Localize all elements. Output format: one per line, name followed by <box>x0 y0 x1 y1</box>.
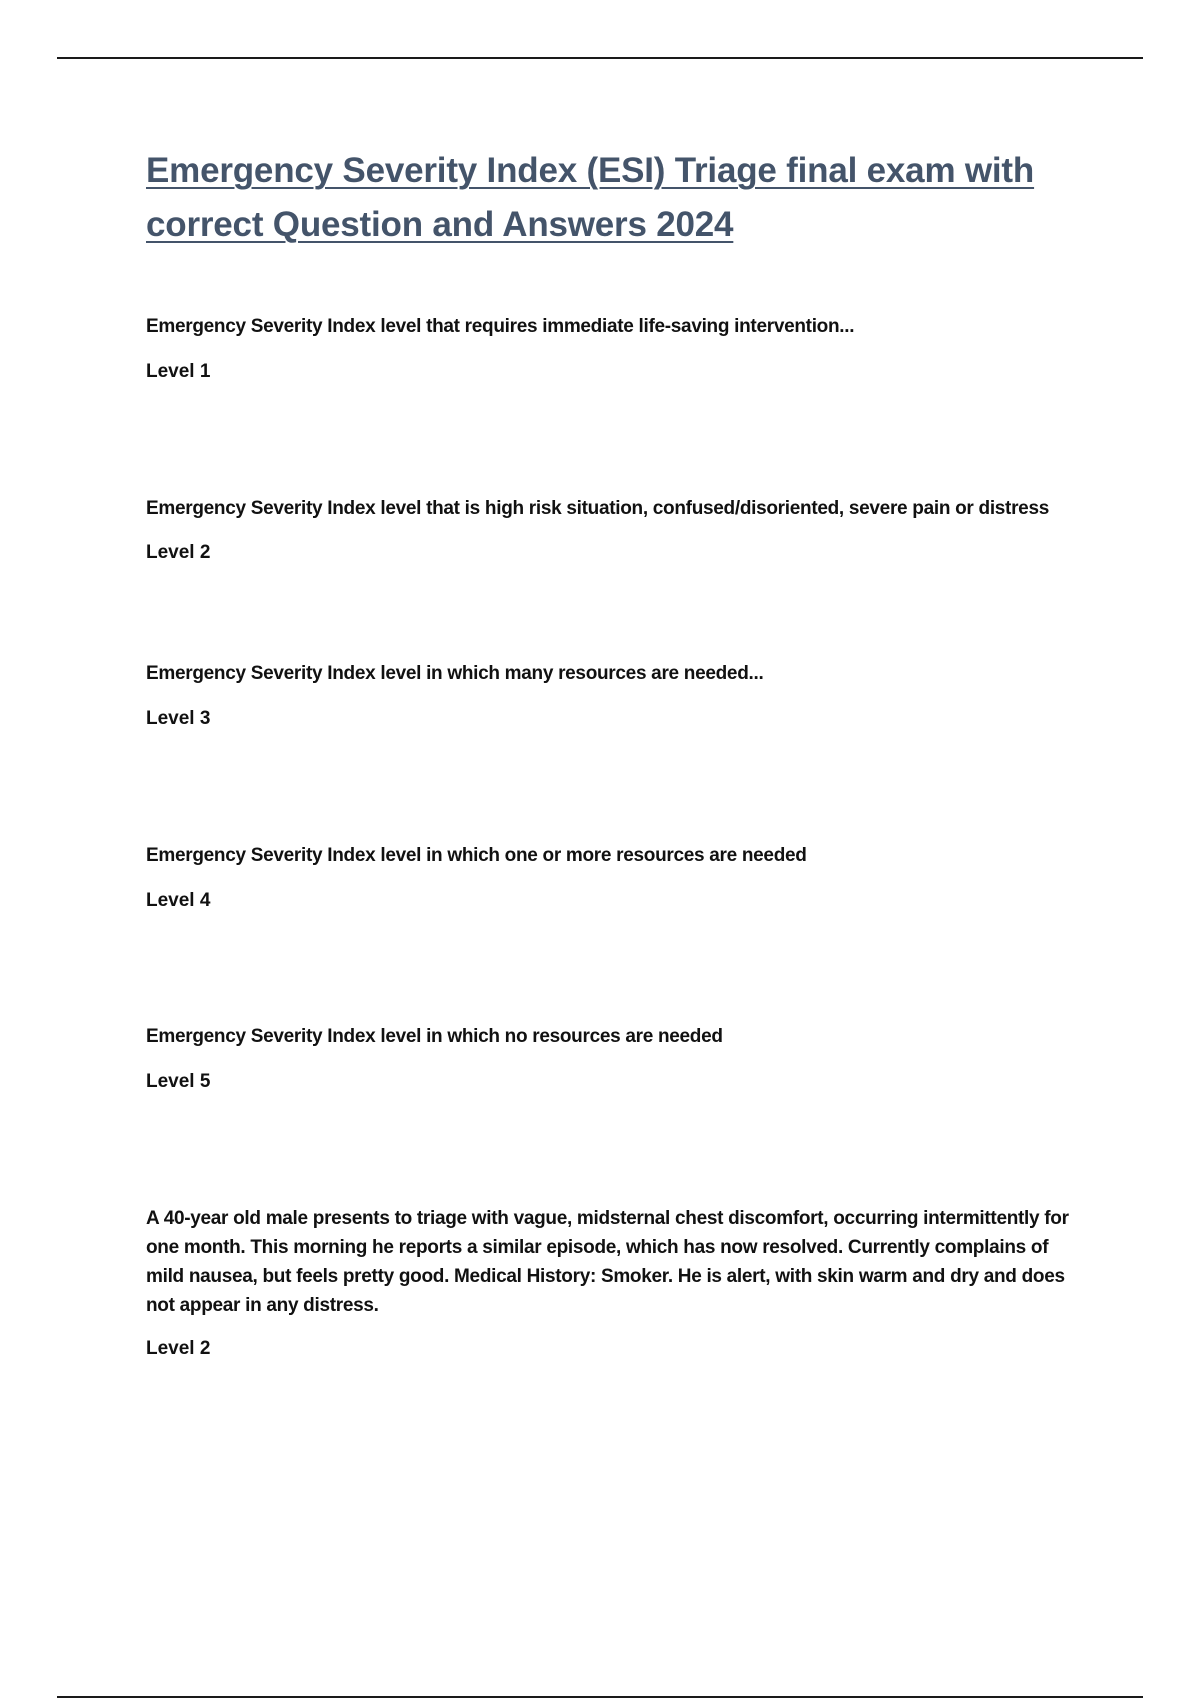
qa-item-1 <box>146 312 1086 386</box>
answer-2: Level 2 <box>146 542 211 563</box>
qa-item-4 <box>146 841 1086 915</box>
question-2: Emergency Severity Index level that is high risk situation, confused/disoriented, severe pain or distress <box>146 498 1049 519</box>
answer-3: Level 3 <box>146 708 211 729</box>
top-rule <box>57 57 1143 59</box>
question-5: Emergency Severity Index level in which no resources are needed <box>146 1026 723 1047</box>
answer-1: Level 1 <box>146 361 211 382</box>
answer-6: Level 2 <box>146 1338 211 1359</box>
qa-item-3 <box>146 659 1086 733</box>
document-title: Emergency Severity Index (ESI) Triage final exam with correct Question and Answers 2024 <box>146 151 1035 244</box>
question-1: Emergency Severity Index level that requires immediate life-saving intervention... <box>146 316 855 337</box>
qa-item-6 <box>146 1204 1086 1363</box>
question-3: Emergency Severity Index level in which many resources are needed... <box>146 663 764 684</box>
answer-5: Level 5 <box>146 1071 211 1092</box>
question-4: Emergency Severity Index level in which one or more resources are needed <box>146 845 807 866</box>
qa-item-5 <box>146 1022 1086 1096</box>
answer-4: Level 4 <box>146 890 211 911</box>
qa-item-2 <box>146 494 1086 567</box>
bottom-rule <box>57 1696 1143 1698</box>
question-6: A 40-year old male presents to triage with vague, midsternal chest discomfort, occurring intermittently for one month. This morning he reports a similar episode, which has now resolved. Currently complains of mild nausea, but feels pretty good. Medical History: Smoker. He is alert, with skin warm and dry and does not appear in any distress. <box>146 1208 1069 1316</box>
